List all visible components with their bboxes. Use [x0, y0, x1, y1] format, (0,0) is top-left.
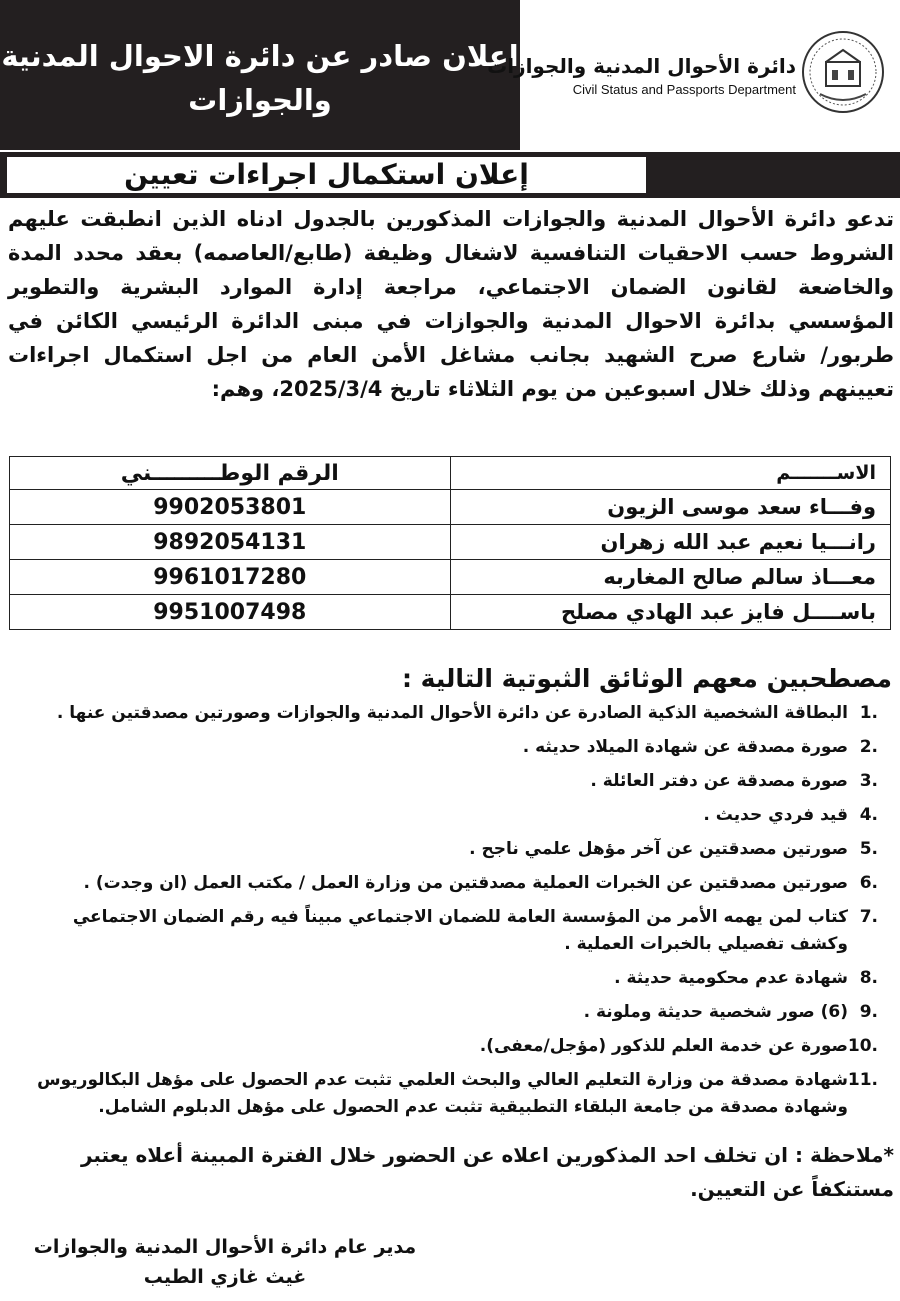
department-name-arabic: دائرة الأحوال المدنية والجوازات	[487, 54, 796, 78]
item-text: قيد فردي حديث .	[703, 805, 848, 825]
item-number: .6	[859, 873, 878, 893]
item-text: (6) صور شخصية حديثة وملونة .	[583, 1002, 848, 1022]
item-number: .2	[859, 737, 878, 757]
candidate-name: وفـــاء سعد موسى الزيون	[450, 490, 890, 525]
candidate-national-id: 9951007498	[10, 595, 451, 630]
table-row	[10, 595, 891, 630]
item-number: .9	[859, 1002, 878, 1022]
list-item	[18, 965, 878, 992]
candidate-national-id: 9902053801	[10, 490, 451, 525]
list-item	[18, 904, 878, 958]
item-text: كتاب لمن يهمه الأمر من المؤسسة العامة للضمان الاجتماعي مبيناً فيه رقم الضمان الاجتماعي وكشف تفصيلي بالخبرات العملية .	[72, 907, 848, 954]
list-item	[18, 999, 878, 1026]
item-text: صورتين مصدقتين عن آخر مؤهل علمي ناجح .	[469, 839, 848, 859]
table-row	[10, 560, 891, 595]
candidate-national-id: 9892054131	[10, 525, 451, 560]
department-logo	[487, 0, 900, 150]
name-column-header: الاســـــــم	[450, 457, 890, 490]
candidate-name: رانـــيا نعيم عبد الله زهران	[450, 525, 890, 560]
item-text: شهادة مصدقة من وزارة التعليم العالي والبحث العلمي تثبت عدم الحصول على مؤهل البكالوريوس وشهادة مصدقة من جامعة البلقاء التطبيقية تثبت عدم الحصول على مؤهل الدبلوم الشامل.	[37, 1070, 848, 1117]
department-emblem-icon	[800, 26, 886, 118]
intro-paragraph: تدعو دائرة الأحوال المدنية والجوازات المذكورين بالجدول ادناه الذين انطبقت عليهم الشروط حسب الاحقيات التنافسية لاشغال وظيفة (طابع/العاصمه) بعقد محدد المدة والخاضعة لقانون الضمان الاجتماعي، مراجعة إدارة الموارد البشرية والتطوير المؤسسي بدائرة الاحوال المدنية والجوازات في مبنى الدائرة الرئيسي الكائن في طربور/ شارع صرح الشهيد بجانب مشاغل الأمن العام من اجل استكمال اجراءات تعيينهم وذلك خلال اسبوعين من يوم الثلاثاء تاريخ 2025/3/4، وهم:	[8, 207, 894, 401]
page-title: إعلان استكمال اجراءات تعيين	[5, 155, 648, 195]
list-item	[18, 836, 878, 863]
item-number: .4	[859, 805, 878, 825]
item-number: .7	[859, 907, 878, 927]
candidate-name: باســــل فايز عبد الهادي مصلح	[450, 595, 890, 630]
list-item	[18, 1067, 878, 1121]
candidate-national-id: 9961017280	[10, 560, 451, 595]
item-text: صورة عن خدمة العلم للذكور (مؤجل/معفى).	[479, 1036, 848, 1056]
table-row	[10, 525, 891, 560]
signature-block	[30, 1232, 420, 1292]
candidate-name: معـــاذ سالم صالح المغاربه	[450, 560, 890, 595]
item-text: صورة مصدقة عن دفتر العائلة .	[590, 771, 848, 791]
title-bar	[0, 152, 900, 198]
item-text: صورة مصدقة عن شهادة الميلاد حديثه .	[522, 737, 848, 757]
candidates-table	[9, 456, 891, 630]
list-item	[18, 870, 878, 897]
list-item	[18, 1033, 878, 1060]
item-number: .5	[859, 839, 878, 859]
national-id-column-header: الرقم الوطـــــــــني	[10, 457, 451, 490]
item-number: .8	[859, 968, 878, 988]
item-text: البطاقة الشخصية الذكية الصادرة عن دائرة الأحوال المدنية والجوازات وصورتين مصدقتين عنها .	[56, 703, 848, 723]
item-text: شهادة عدم محكومية حديثة .	[614, 968, 848, 988]
list-item	[18, 802, 878, 829]
department-name-english: Civil Status and Passports Department	[572, 82, 796, 97]
documents-heading: مصطحبين معهم الوثائق الثبوتية التالية :	[401, 664, 892, 693]
item-number: .10	[847, 1036, 878, 1056]
item-number: .11	[847, 1070, 878, 1090]
table-row	[10, 490, 891, 525]
list-item	[18, 768, 878, 795]
table-header-row	[10, 457, 891, 490]
list-item	[18, 734, 878, 761]
header	[0, 0, 900, 152]
announcement-line-1: اعلان صادر عن دائرة الاحوال المدنية	[1, 39, 519, 73]
note-paragraph: *ملاحظة : ان تخلف احد المذكورين اعلاه عن الحضور خلال الفترة المبينة أعلاه يعتبر مستنكفاً عن التعيين.	[80, 1143, 894, 1201]
list-item	[18, 700, 878, 727]
item-number: .1	[859, 703, 878, 723]
signatory-name: غيث غازي الطيب	[143, 1266, 307, 1288]
item-text: صورتين مصدقتين عن الخبرات العملية مصدقتين من وزارة العمل / مكتب العمل (ان وجدت) .	[83, 873, 848, 893]
signatory-title: مدير عام دائرة الأحوال المدنية والجوازات	[33, 1236, 417, 1258]
announcement-banner	[0, 0, 520, 150]
announcement-line-2: والجوازات	[188, 83, 332, 117]
documents-list	[18, 700, 878, 1128]
item-number: .3	[859, 771, 878, 791]
